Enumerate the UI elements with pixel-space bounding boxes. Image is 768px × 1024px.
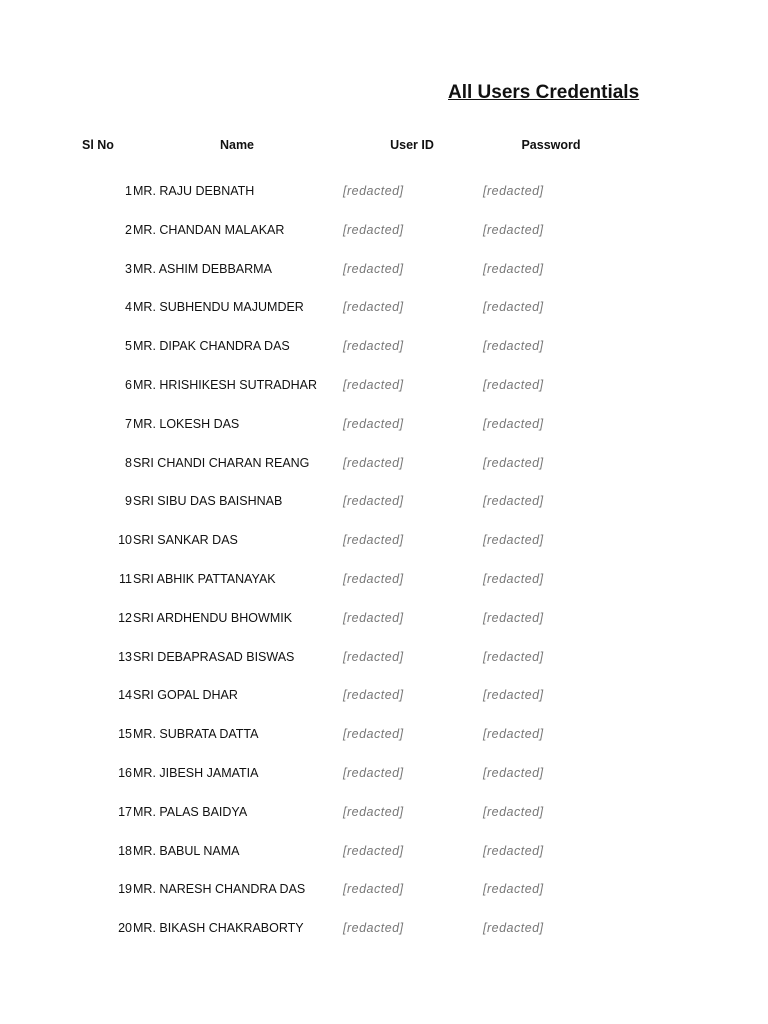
password-redacted: [redacted] xyxy=(483,377,544,392)
password-redacted: [redacted] xyxy=(483,533,544,548)
user-name: MR. CHANDAN MALAKAR xyxy=(133,222,285,237)
table-row xyxy=(0,455,768,494)
column-header-name: Name xyxy=(219,138,255,152)
user-id-redacted: [redacted] xyxy=(343,882,404,897)
user-name: MR. BIKASH CHAKRABORTY xyxy=(133,921,304,936)
user-id-redacted: [redacted] xyxy=(343,727,404,742)
password-redacted: [redacted] xyxy=(483,649,544,664)
row-number: 15 xyxy=(118,727,132,742)
user-id-redacted: [redacted] xyxy=(343,921,404,936)
password-redacted: [redacted] xyxy=(483,571,544,586)
row-number: 6 xyxy=(125,377,132,392)
user-name: MR. LOKESH DAS xyxy=(133,416,240,431)
row-number: 7 xyxy=(125,416,132,431)
row-number: 4 xyxy=(125,300,132,315)
row-number: 10 xyxy=(118,533,132,548)
user-id-redacted: [redacted] xyxy=(343,222,404,237)
user-name: MR. ASHIM DEBBARMA xyxy=(133,261,272,276)
password-redacted: [redacted] xyxy=(483,727,544,742)
password-redacted: [redacted] xyxy=(483,300,544,315)
user-name: SRI SANKAR DAS xyxy=(133,533,238,548)
row-number: 12 xyxy=(118,610,132,625)
table-row xyxy=(0,377,768,416)
table-row xyxy=(0,183,768,222)
password-redacted: [redacted] xyxy=(483,261,544,276)
user-name: MR. NARESH CHANDRA DAS xyxy=(133,882,306,897)
row-number: 14 xyxy=(118,688,132,703)
credentials-table xyxy=(0,183,768,959)
table-row xyxy=(0,299,768,338)
table-row xyxy=(0,571,768,610)
row-number: 17 xyxy=(118,804,132,819)
password-redacted: [redacted] xyxy=(483,882,544,897)
user-name: MR. JIBESH JAMATIA xyxy=(133,765,259,780)
user-name: MR. HRISHIKESH SUTRADHAR xyxy=(133,377,318,392)
user-name: MR. SUBHENDU MAJUMDER xyxy=(133,300,304,315)
password-redacted: [redacted] xyxy=(483,688,544,703)
table-row xyxy=(0,261,768,300)
table-row xyxy=(0,881,768,920)
row-number: 16 xyxy=(118,765,132,780)
password-redacted: [redacted] xyxy=(483,921,544,936)
row-number: 8 xyxy=(125,455,132,470)
row-number: 2 xyxy=(125,222,132,237)
table-row xyxy=(0,765,768,804)
column-header-password: Password xyxy=(521,138,581,152)
user-id-redacted: [redacted] xyxy=(343,300,404,315)
user-name: MR. BABUL NAMA xyxy=(133,843,240,858)
user-name: SRI DEBAPRASAD BISWAS xyxy=(133,649,295,664)
user-id-redacted: [redacted] xyxy=(343,804,404,819)
row-number: 11 xyxy=(119,571,132,586)
user-name: MR. DIPAK CHANDRA DAS xyxy=(133,339,290,354)
password-redacted: [redacted] xyxy=(483,804,544,819)
column-header-user-id: User ID xyxy=(390,138,434,152)
table-row xyxy=(0,687,768,726)
password-redacted: [redacted] xyxy=(483,455,544,470)
user-name: SRI ABHIK PATTANAYAK xyxy=(133,571,276,586)
password-redacted: [redacted] xyxy=(483,222,544,237)
user-name: MR. PALAS BAIDYA xyxy=(133,804,248,819)
user-name: SRI CHANDI CHARAN REANG xyxy=(133,455,310,470)
password-redacted: [redacted] xyxy=(483,416,544,431)
user-name: SRI GOPAL DHAR xyxy=(133,688,238,703)
password-redacted: [redacted] xyxy=(483,843,544,858)
table-row xyxy=(0,649,768,688)
row-number: 18 xyxy=(118,843,132,858)
user-id-redacted: [redacted] xyxy=(343,688,404,703)
row-number: 19 xyxy=(118,882,132,897)
user-id-redacted: [redacted] xyxy=(343,261,404,276)
table-row xyxy=(0,532,768,571)
password-redacted: [redacted] xyxy=(483,494,544,509)
password-redacted: [redacted] xyxy=(483,184,544,198)
user-id-redacted: [redacted] xyxy=(343,339,404,354)
user-name: SRI ARDHENDU BHOWMIK xyxy=(133,610,293,625)
table-row xyxy=(0,843,768,882)
password-redacted: [redacted] xyxy=(483,610,544,625)
user-id-redacted: [redacted] xyxy=(343,184,404,198)
row-number: 5 xyxy=(125,339,132,354)
user-id-redacted: [redacted] xyxy=(343,455,404,470)
user-id-redacted: [redacted] xyxy=(343,571,404,586)
row-number: 9 xyxy=(125,494,132,509)
user-id-redacted: [redacted] xyxy=(343,843,404,858)
table-row xyxy=(0,222,768,261)
user-id-redacted: [redacted] xyxy=(343,533,404,548)
user-id-redacted: [redacted] xyxy=(343,765,404,780)
password-redacted: [redacted] xyxy=(483,765,544,780)
column-header-sl-no: Sl No xyxy=(82,138,114,152)
row-number: 13 xyxy=(118,649,132,664)
user-id-redacted: [redacted] xyxy=(343,377,404,392)
user-name: SRI SIBU DAS BAISHNAB xyxy=(133,494,283,509)
table-row xyxy=(0,920,768,959)
table-row xyxy=(0,726,768,765)
row-number: 3 xyxy=(125,261,132,276)
user-name: MR. SUBRATA DATTA xyxy=(133,727,259,742)
table-row xyxy=(0,610,768,649)
table-row xyxy=(0,338,768,377)
row-number: 20 xyxy=(118,921,132,936)
user-id-redacted: [redacted] xyxy=(343,416,404,431)
user-id-redacted: [redacted] xyxy=(343,649,404,664)
row-number: 1 xyxy=(125,184,132,198)
user-name: MR. RAJU DEBNATH xyxy=(133,184,255,198)
page-title: All Users Credentials xyxy=(448,82,640,103)
table-row xyxy=(0,416,768,455)
table-row xyxy=(0,493,768,532)
user-id-redacted: [redacted] xyxy=(343,494,404,509)
user-id-redacted: [redacted] xyxy=(343,610,404,625)
table-row xyxy=(0,804,768,843)
password-redacted: [redacted] xyxy=(483,339,544,354)
